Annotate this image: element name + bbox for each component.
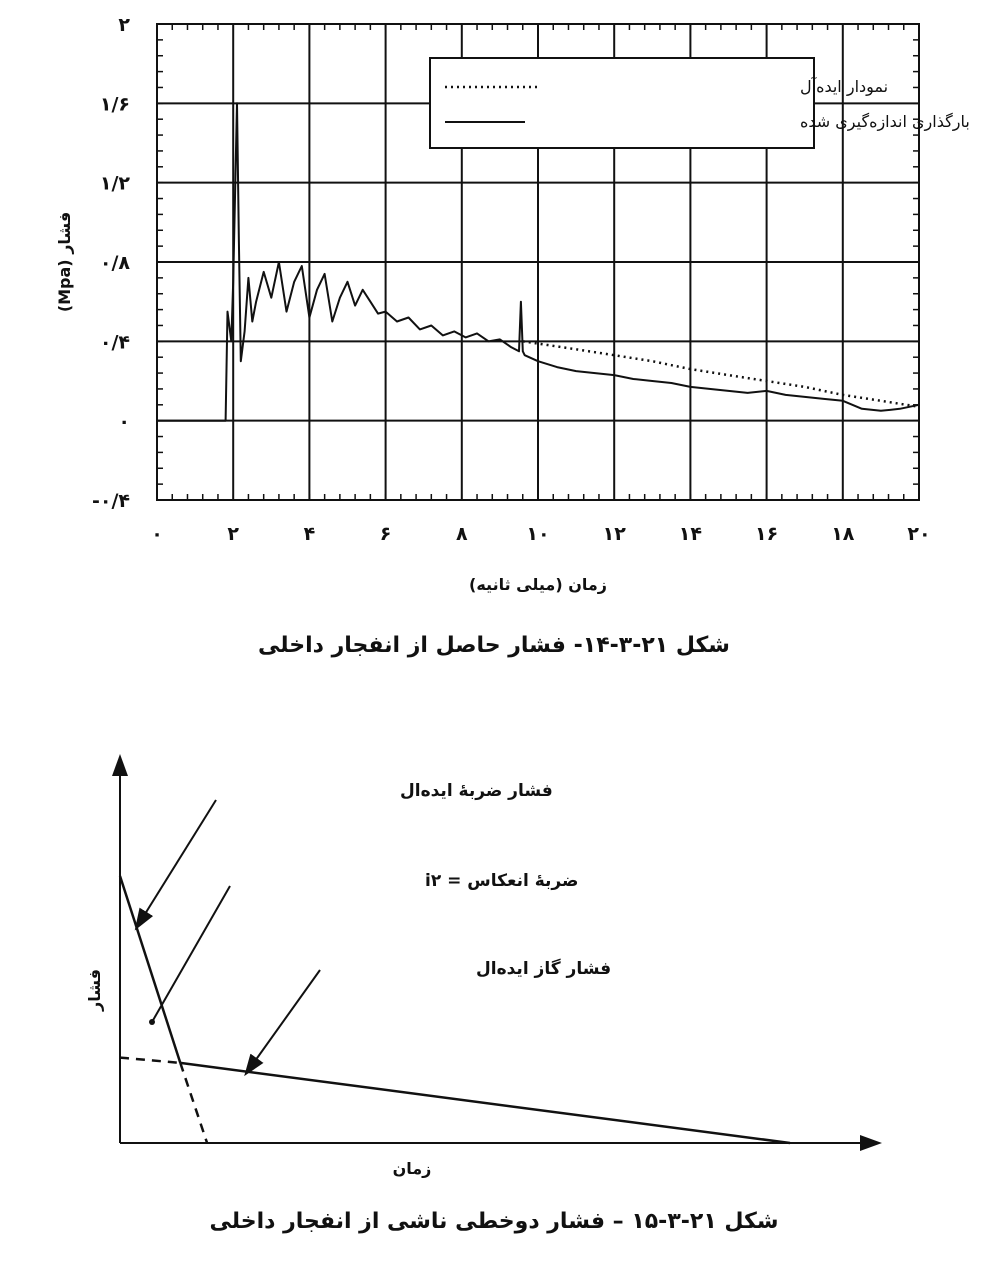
y-tick-label-4: ۱/۲ [99,172,130,195]
x-tick-label-10: ۲۰ [907,523,931,545]
schematic-line-3 [180,1063,790,1143]
leader-reflected-impulse [152,886,230,1022]
leader-ideal-gas [250,970,320,1068]
x-tick-label-8: ۱۶ [754,523,779,545]
y-tick-label-3: ۰/۸ [99,252,130,274]
y-axis-label: فشار (Mpa) [55,211,74,313]
legend-label-ideal: نمودار ایده‌آل [800,77,889,96]
figure-caption-15: شکل ۲۱-۳-۱۵ – فشار دوخطی ناشی از انفجار داخلی [209,1209,779,1234]
x-tick-label-3: ۶ [379,523,392,545]
x-axis-label: زمان [392,1159,432,1178]
legend-label-measured: بارگذاری اندازه‌گیری شده [800,112,970,131]
figure-caption-14: شکل ۲۱-۳-۱۴- فشار حاصل از انفجار داخلی [258,633,730,658]
annotation-reflected-impulse: ضربهٔ انعکاس = i۲ [425,871,579,891]
x-axis-label: زمان (میلی ثانیه) [469,575,607,594]
y-tick-label-0: -۰/۴ [91,490,130,512]
y-axis-label: فشار [85,969,104,1011]
x-tick-label-4: ۸ [455,523,468,545]
annotation-ideal-gas-pressure: فشار گاز ایده‌ال [476,959,612,979]
annotation-ideal-impulse-pressure: فشار ضربهٔ ایده‌ال [400,781,553,801]
x-tick-label-0: ۰ [151,523,163,545]
x-tick-label-7: ۱۴ [678,523,703,545]
x-tick-label-5: ۱۰ [526,523,550,545]
series-group [120,876,790,1143]
schematic-line-1 [180,1063,207,1143]
reflected-impulse-dot [149,1019,155,1025]
y-tick-label-1: ۰ [118,410,130,433]
x-tick-label-2: ۴ [303,523,316,545]
y-tick-label-5: ۱/۶ [99,93,130,116]
y-tick-label-2: ۰/۴ [99,331,130,354]
leader-ideal-impulse [140,800,216,922]
x-tick-label-1: ۲ [227,523,240,545]
y-tick-label-6: ۲ [118,14,130,36]
x-tick-label-6: ۱۲ [602,523,626,545]
x-tick-label-9: ۱۸ [831,523,855,545]
schematic-line-2 [120,1058,180,1063]
